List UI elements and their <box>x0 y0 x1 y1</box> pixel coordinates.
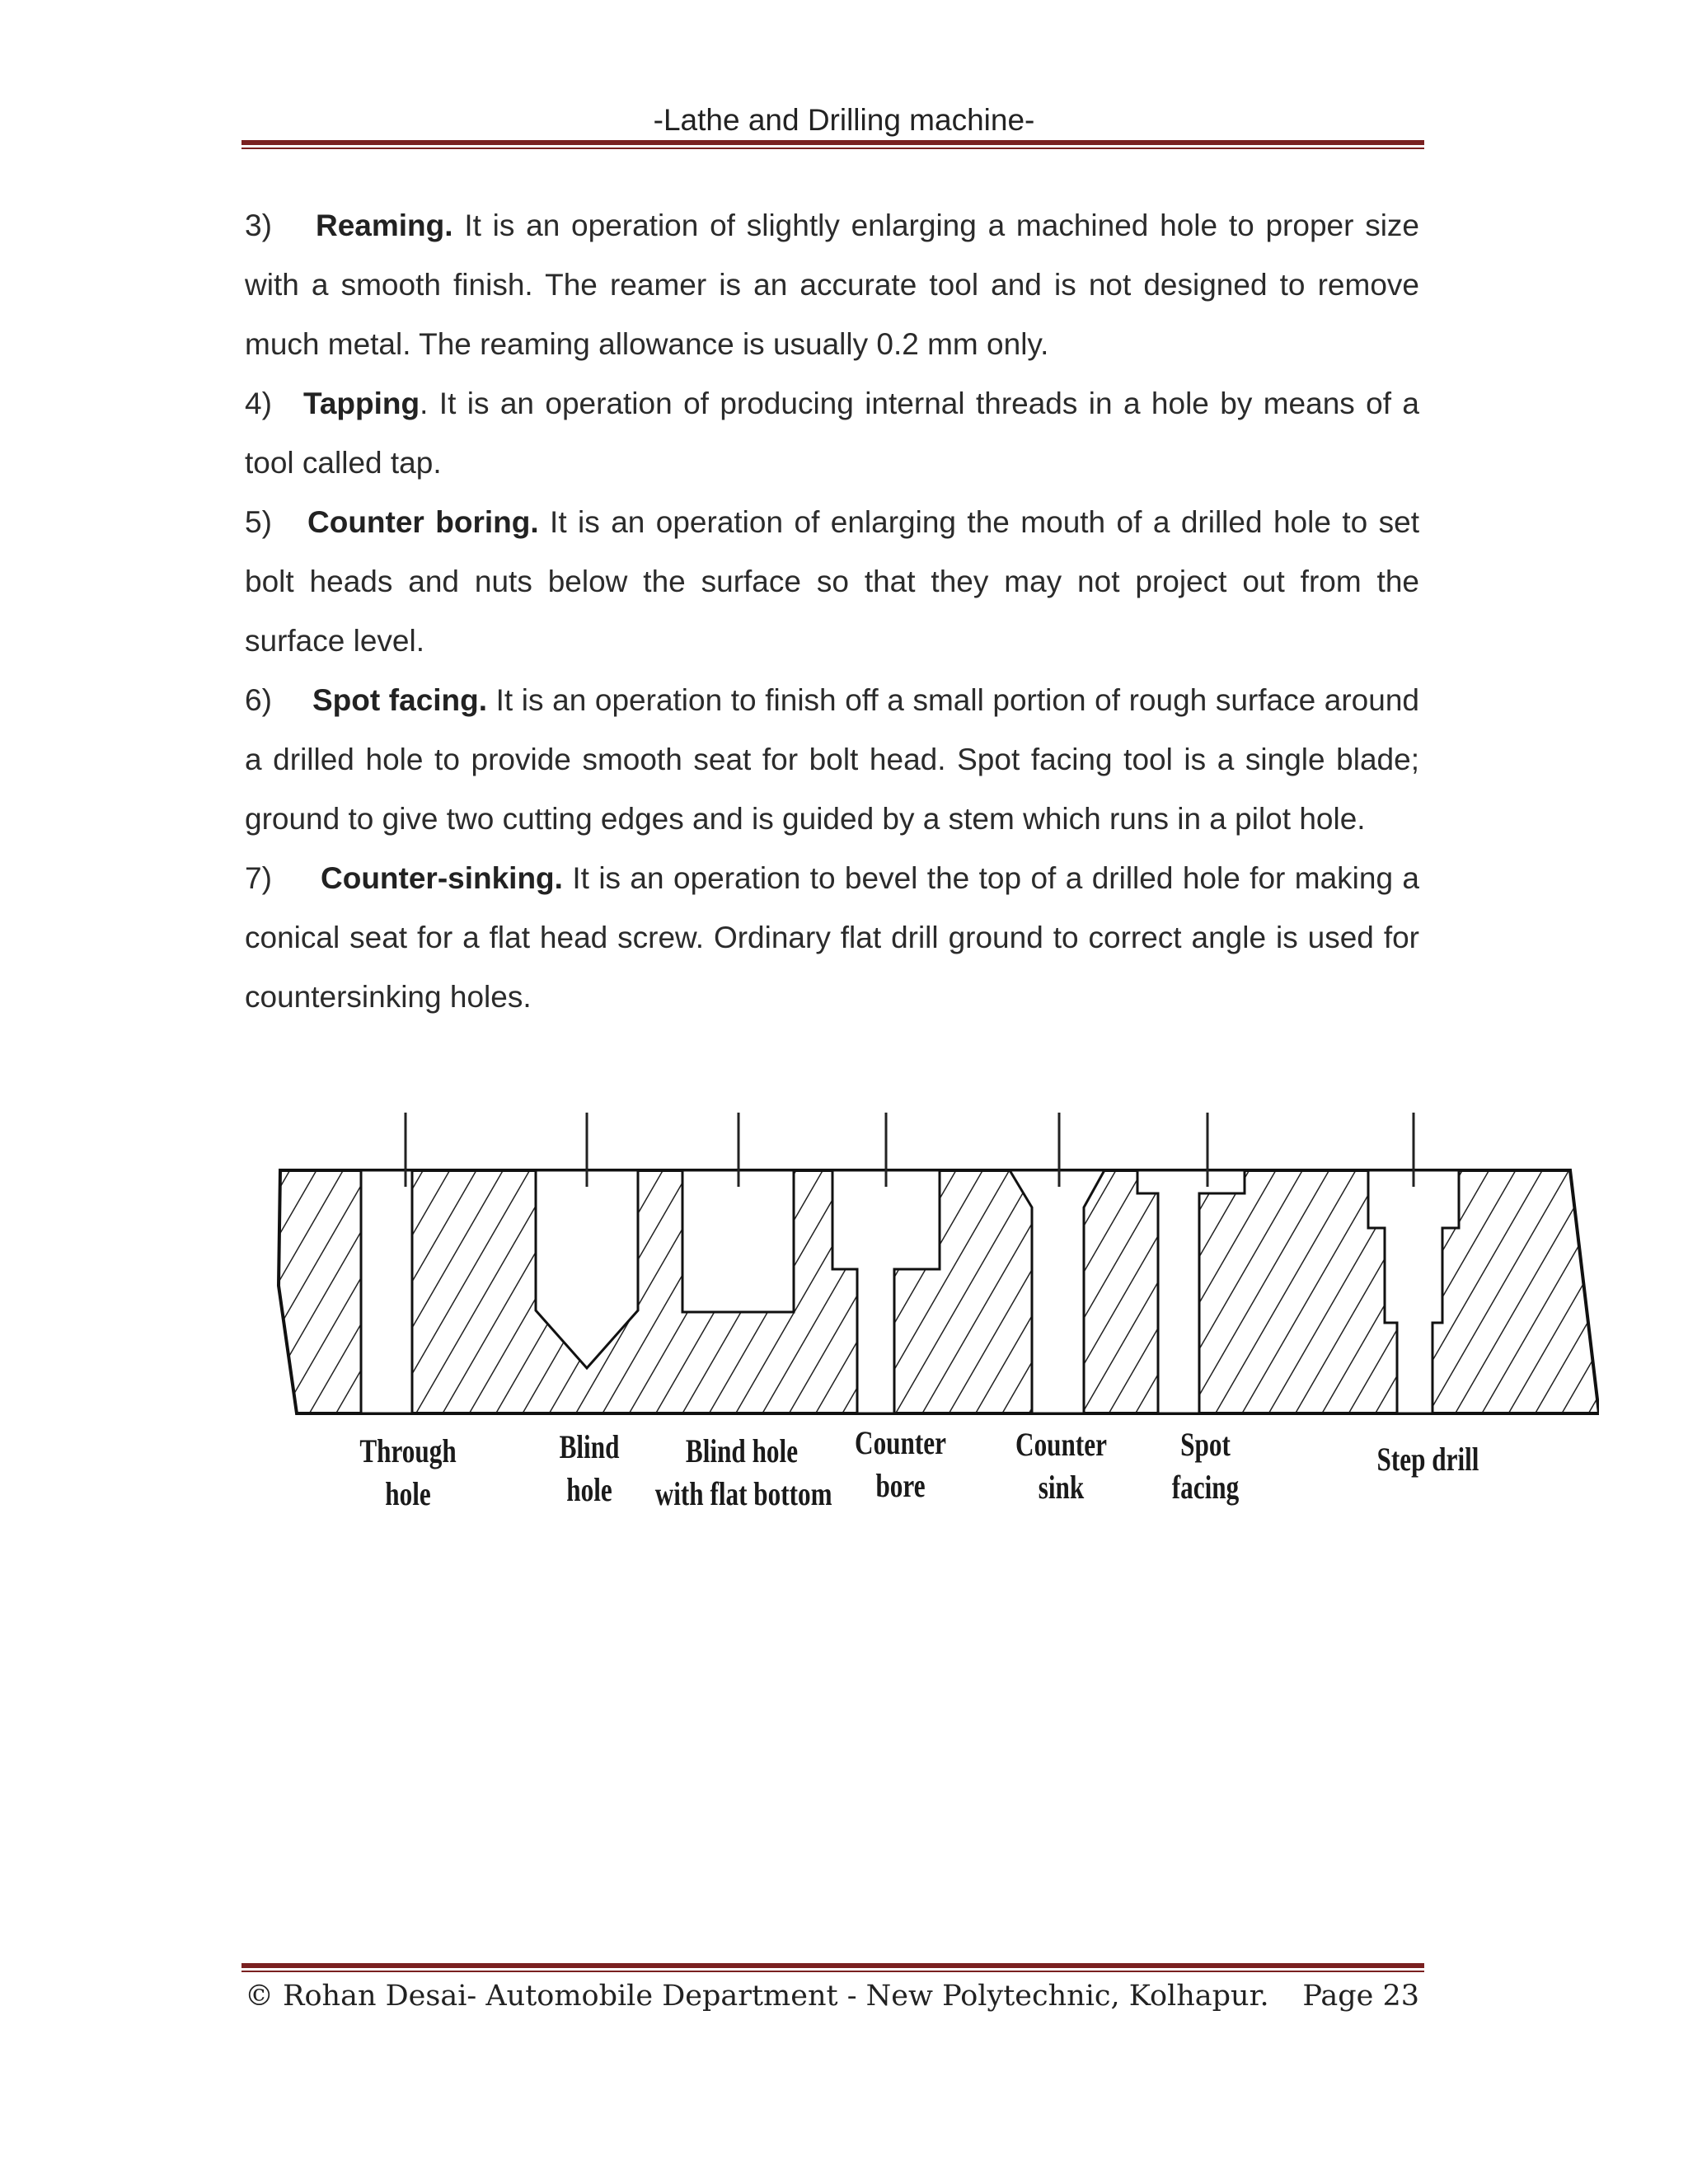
item-text: . It is an operation of producing internal threads in a hole by means of a tool called tap. <box>245 387 1419 480</box>
item-text: It is an operation to bevel the top of a drilled hole for making a conical seat for a flat head screw. Ordinary flat drill ground to correct angle is used for countersinking holes. <box>245 861 1419 1014</box>
item-number: 6) <box>245 683 272 717</box>
label-step-drill: Step drill <box>1376 1441 1479 1478</box>
label-spot-facing: Spot facing <box>1171 1426 1240 1506</box>
item-number: 5) <box>245 505 272 539</box>
through-hole <box>361 1170 412 1413</box>
operation-reaming <box>245 196 1419 374</box>
header-title: -Lathe and Drilling machine- <box>653 103 1035 137</box>
header-rule <box>241 140 1424 149</box>
body-text <box>245 196 1419 1027</box>
footer-rule <box>241 1963 1424 1972</box>
label-flat-bottom-hole: Blind hole with flat bottom <box>654 1432 832 1512</box>
item-term: Tapping <box>303 387 420 420</box>
label-blind-hole: Blind hole <box>559 1428 620 1508</box>
operation-counter-sinking <box>245 849 1419 1027</box>
label-counter-bore: Counter bore <box>855 1424 946 1504</box>
item-term: Counter boring. <box>307 505 539 539</box>
item-number: 7) <box>245 861 272 895</box>
page-number: Page 23 <box>1302 1980 1419 2013</box>
operation-spot-facing <box>245 671 1419 849</box>
footer-credit: © Rohan Desai- Automobile Department - New Polytechnic, Kolhapur. <box>245 1980 1269 2013</box>
item-term: Counter-sinking. <box>321 861 563 895</box>
item-term: Spot facing. <box>312 683 488 717</box>
drilling-operations-figure <box>247 1104 1599 1533</box>
hole-types-diagram <box>247 1104 1599 1418</box>
item-text: It is an operation of enlarging the mouth of a drilled hole to set bolt heads and nuts below the surface so that they may not project out from the surface level. <box>245 505 1420 658</box>
operation-counter-boring <box>245 493 1419 671</box>
label-counter-sink: Counter sink <box>1015 1426 1107 1506</box>
item-term: Reaming. <box>316 209 453 242</box>
flat-bottom-hole <box>682 1170 794 1312</box>
label-through-hole: Through hole <box>359 1432 457 1512</box>
item-number: 4) <box>245 387 272 420</box>
operation-tapping <box>245 374 1419 493</box>
item-text: It is an operation of slightly enlarging a machined hole to proper size with a smooth finish. The reamer is an accurate tool and is not designed to remove much metal. The reaming allowance is usually 0.2 mm only. <box>245 209 1419 361</box>
item-number: 3) <box>245 209 272 242</box>
item-text: It is an operation to finish off a small portion of rough surface around a drilled hole to provide smooth seat for bolt head. Spot facing tool is a single blade; ground to give two cutting edges and is guided by a stem which runs in a pilot hole. <box>245 683 1419 836</box>
